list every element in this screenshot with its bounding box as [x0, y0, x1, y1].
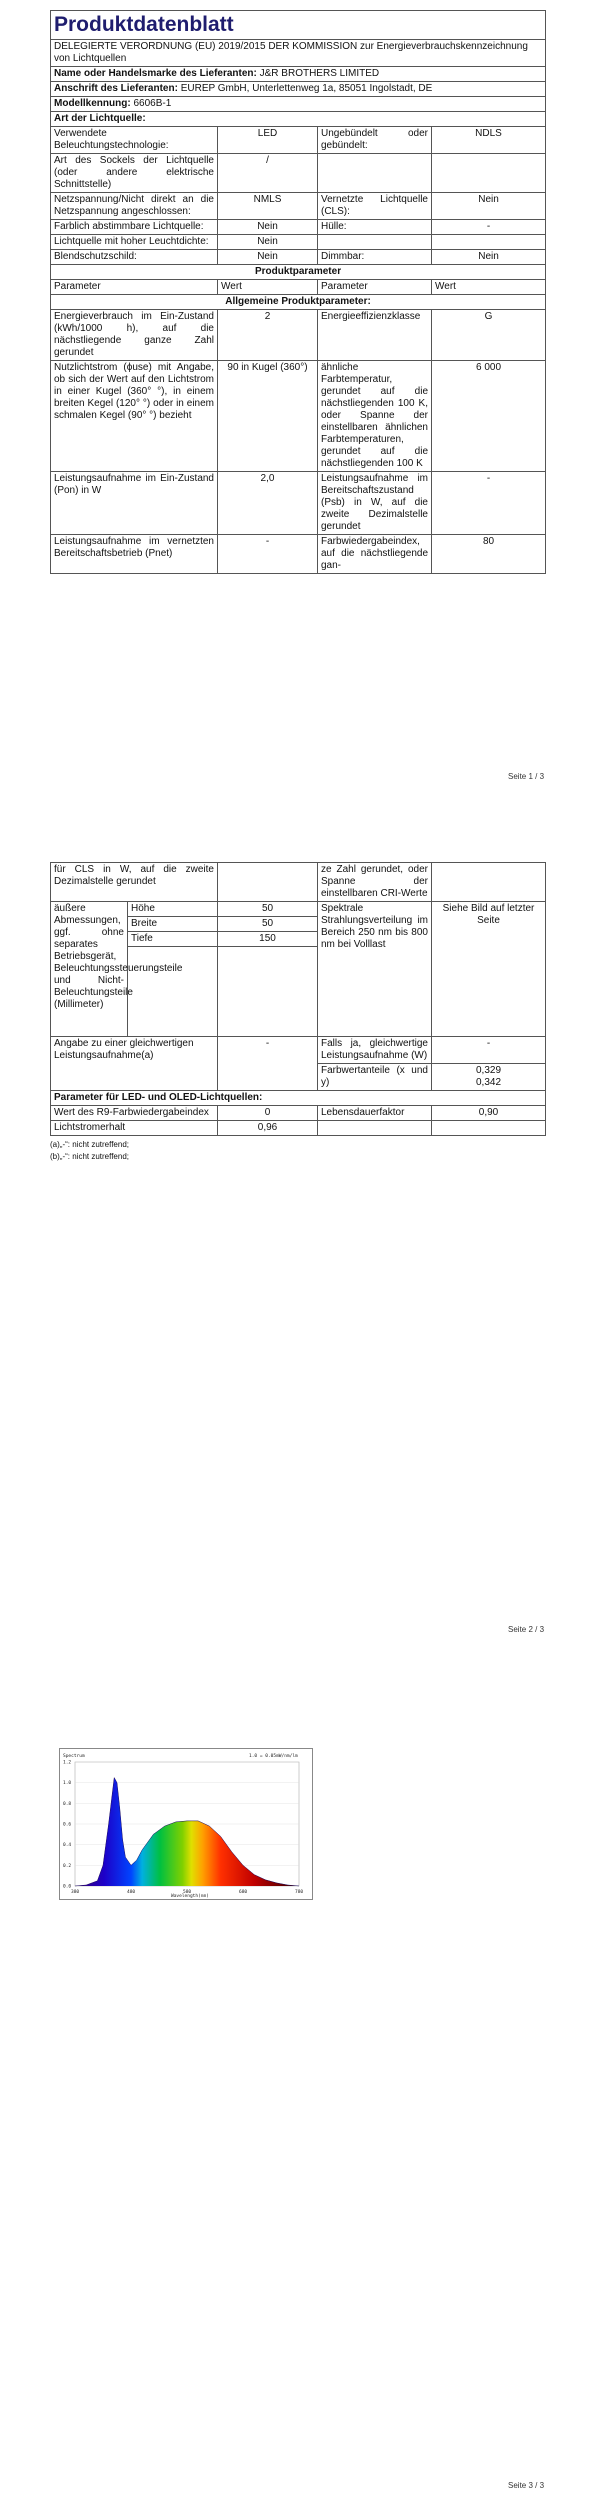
cell-label: ähnliche Farbtemperatur, gerundet auf die nächstliegenden 100 K, oder Spanne der einstellbaren ähnlichen Farbtemperaturen, gerundet auf die nächstliegenden 100 K: [318, 361, 432, 472]
x-tick-label: 380: [71, 1890, 80, 1895]
x-tick-label: 780: [295, 1890, 304, 1895]
col-header-parameter: Parameter: [318, 280, 432, 295]
cell-value: LED: [218, 127, 318, 154]
cell-value: /: [218, 154, 318, 193]
equivalent-power-w-label: Falls ja, gleichwertige Leistungsaufnahme (W): [318, 1037, 432, 1064]
cell-label: Energieeffizienzklasse: [318, 310, 432, 361]
spectral-value: Siehe Bild auf letzter Seite: [432, 902, 546, 1037]
r9-label: Wert des R9-Farbwiedergabeindex: [51, 1106, 218, 1121]
lifetime-factor-label: Lebensdauerfaktor: [318, 1106, 432, 1121]
cell-label: Energieverbrauch im Ein-Zustand (kWh/1000 h), auf die nächstliegende ganze Zahl gerundet: [51, 310, 218, 361]
cell-empty: [318, 1121, 432, 1136]
cell-value: 80: [432, 535, 546, 574]
cell-empty: [318, 235, 432, 250]
y-tick-label: 0.2: [63, 1863, 72, 1869]
spectrum-chart: [59, 1748, 313, 1900]
col-header-parameter: Parameter: [51, 280, 218, 295]
datasheet-table-page-1: [50, 10, 546, 574]
cell-empty: [432, 154, 546, 193]
cell-value: 2,0: [218, 472, 318, 535]
chromaticity-values: [432, 1064, 546, 1091]
cell-empty: [218, 947, 318, 1037]
cell-value: -: [218, 535, 318, 574]
light-source-type-header: Art der Lichtquelle:: [51, 112, 546, 127]
y-tick-label: 0.8: [63, 1801, 72, 1807]
chromaticity-y: 0,342: [475, 1077, 502, 1088]
model-id: 6606B-1: [133, 98, 172, 109]
lumen-maintenance-value: 0,96: [218, 1121, 318, 1136]
r9-value: 0: [218, 1106, 318, 1121]
cell-value: -: [432, 220, 546, 235]
model-label: Modellkennung:: [54, 98, 131, 109]
y-axis-label: Spectrum: [63, 1754, 85, 1759]
dimensions-label: äußere Abmessungen, ggf. ohne separates Betriebsgerät, Beleuchtungssteuerungsteile und Nicht-Beleuchtungsteile (Millimeter): [51, 902, 128, 1037]
height-label: Höhe: [128, 902, 218, 917]
cell-empty: [432, 1121, 546, 1136]
supplier-address-row: [51, 82, 546, 97]
x-tick-label: 580: [183, 1890, 192, 1895]
footnote-b: (b)„-“: nicht zutreffend;: [50, 1152, 129, 1161]
page-number: Seite 1 / 3: [508, 772, 545, 781]
supplier-name: J&R BROTHERS LIMITED: [259, 68, 380, 79]
cell-label: für CLS in W, auf die zweite Dezimalstelle gerundet: [51, 863, 218, 902]
general-parameters-header: Allgemeine Produktparameter:: [51, 295, 546, 310]
cell-label: Blendschutzschild:: [51, 250, 218, 265]
depth-value: 150: [218, 932, 318, 947]
width-label: Breite: [128, 917, 218, 932]
cell-label: Leistungsaufnahme im Ein-Zustand (Pon) in W: [51, 472, 218, 535]
supplier-name-label: Name oder Handelsmarke des Lieferanten:: [54, 68, 257, 79]
product-parameters-header: Produktparameter: [51, 265, 546, 280]
equivalent-power-label: Angabe zu einer gleichwertigen Leistungsaufnahme(a): [51, 1037, 218, 1091]
equivalent-power-w-value: -: [432, 1037, 546, 1064]
col-header-value: Wert: [218, 280, 318, 295]
cell-value: G: [432, 310, 546, 361]
cell-value: 90 in Kugel (360°): [218, 361, 318, 472]
y-tick-label: 1.0: [63, 1781, 72, 1787]
x-tick-label: 680: [239, 1890, 248, 1895]
cell-value: Nein: [218, 220, 318, 235]
cell-label: Farbwiedergabeindex, auf die nächstliegende gan-: [318, 535, 432, 574]
cell-value: Nein: [218, 250, 318, 265]
led-parameters-header: Parameter für LED- und OLED-Lichtquellen:: [51, 1091, 546, 1106]
footnote-a: (a)„-“: nicht zutreffend;: [50, 1140, 129, 1149]
chromaticity-label: Farbwertanteile (x und y): [318, 1064, 432, 1091]
height-value: 50: [218, 902, 318, 917]
regulation-text: DELEGIERTE VERORDNUNG (EU) 2019/2015 DER KOMMISSION zur Energieverbrauchskennzeichnung von Lichtquellen: [51, 40, 546, 67]
cell-value: 2: [218, 310, 318, 361]
cell-label: Verwendete Beleuchtungstechnologie:: [51, 127, 218, 154]
cell-label: Lichtquelle mit hoher Leuchtdichte:: [51, 235, 218, 250]
y-tick-label: 0.0: [63, 1884, 72, 1890]
col-header-value: Wert: [432, 280, 546, 295]
page-number: Seite 2 / 3: [508, 1625, 545, 1634]
cell-label: Netzspannung/Nicht direkt an die Netzspannung angeschlossen:: [51, 193, 218, 220]
model-row: [51, 97, 546, 112]
chromaticity-x: 0,329: [475, 1065, 502, 1076]
document-title: Produktdatenblatt: [51, 11, 546, 40]
cell-empty: [318, 154, 432, 193]
width-value: 50: [218, 917, 318, 932]
supplier-address-label: Anschrift des Lieferanten:: [54, 83, 178, 94]
supplier-name-row: [51, 67, 546, 82]
spectral-label: Spektrale Strahlungsverteilung im Bereich 250 nm bis 800 nm bei Volllast: [318, 902, 432, 1037]
cell-value: 6 000: [432, 361, 546, 472]
equivalent-power-value: -: [218, 1037, 318, 1091]
cell-empty: [432, 863, 546, 902]
cell-label: Farblich abstimmbare Lichtquelle:: [51, 220, 218, 235]
page-1: [50, 10, 545, 574]
cell-value: Nein: [218, 235, 318, 250]
cell-label: Hülle:: [318, 220, 432, 235]
cell-label: Art des Sockels der Lichtquelle (oder andere elektrische Schnittstelle): [51, 154, 218, 193]
datasheet-table-page-2: [50, 862, 546, 1136]
lumen-maintenance-label: Lichtstromerhalt: [51, 1121, 218, 1136]
y-tick-label: 1.2: [63, 1760, 72, 1766]
y-tick-label: 0.4: [63, 1843, 72, 1849]
x-axis-label: Wavelength(nm): [171, 1894, 209, 1899]
depth-label: Tiefe: [128, 932, 218, 947]
cell-empty: [218, 863, 318, 902]
cell-label: Ungebündelt oder gebündelt:: [318, 127, 432, 154]
cell-label: Nutzlichtstrom (ϕuse) mit Angabe, ob sich der Wert auf den Lichtstrom in einer Kugel (360° °), in einem breiten Kegel (120° °) oder in einem schmalen Kegel (90° °) bezieht: [51, 361, 218, 472]
cell-label: Dimmbar:: [318, 250, 432, 265]
lifetime-factor-value: 0,90: [432, 1106, 546, 1121]
cell-value: NDLS: [432, 127, 546, 154]
cell-value: Nein: [432, 193, 546, 220]
chart-top-label: 1.0 = 0.05mW/nm/lm: [249, 1754, 298, 1759]
cell-empty: [432, 235, 546, 250]
cell-label: Leistungsaufnahme im Bereitschaftszustand (Psb) in W, auf die zweite Dezimalstelle gerundet: [318, 472, 432, 535]
cell-value: NMLS: [218, 193, 318, 220]
cell-label: Vernetzte Lichtquelle (CLS):: [318, 193, 432, 220]
cell-value: -: [432, 472, 546, 535]
page-number: Seite 3 / 3: [508, 2481, 545, 2490]
supplier-address: EUREP GmbH, Unterlettenweg 1a, 85051 Ingolstadt, DE: [180, 83, 433, 94]
y-tick-label: 0.6: [63, 1822, 72, 1828]
page-2: [50, 862, 545, 1163]
page-3: [0, 1740, 591, 2510]
cell-label: Leistungsaufnahme im vernetzten Bereitschaftsbetrieb (Pnet): [51, 535, 218, 574]
cell-empty: [128, 947, 218, 1037]
cell-label: ze Zahl gerundet, oder Spanne der einstellbaren CRI-Werte: [318, 863, 432, 902]
cell-value: Nein: [432, 250, 546, 265]
x-tick-label: 480: [127, 1890, 136, 1895]
